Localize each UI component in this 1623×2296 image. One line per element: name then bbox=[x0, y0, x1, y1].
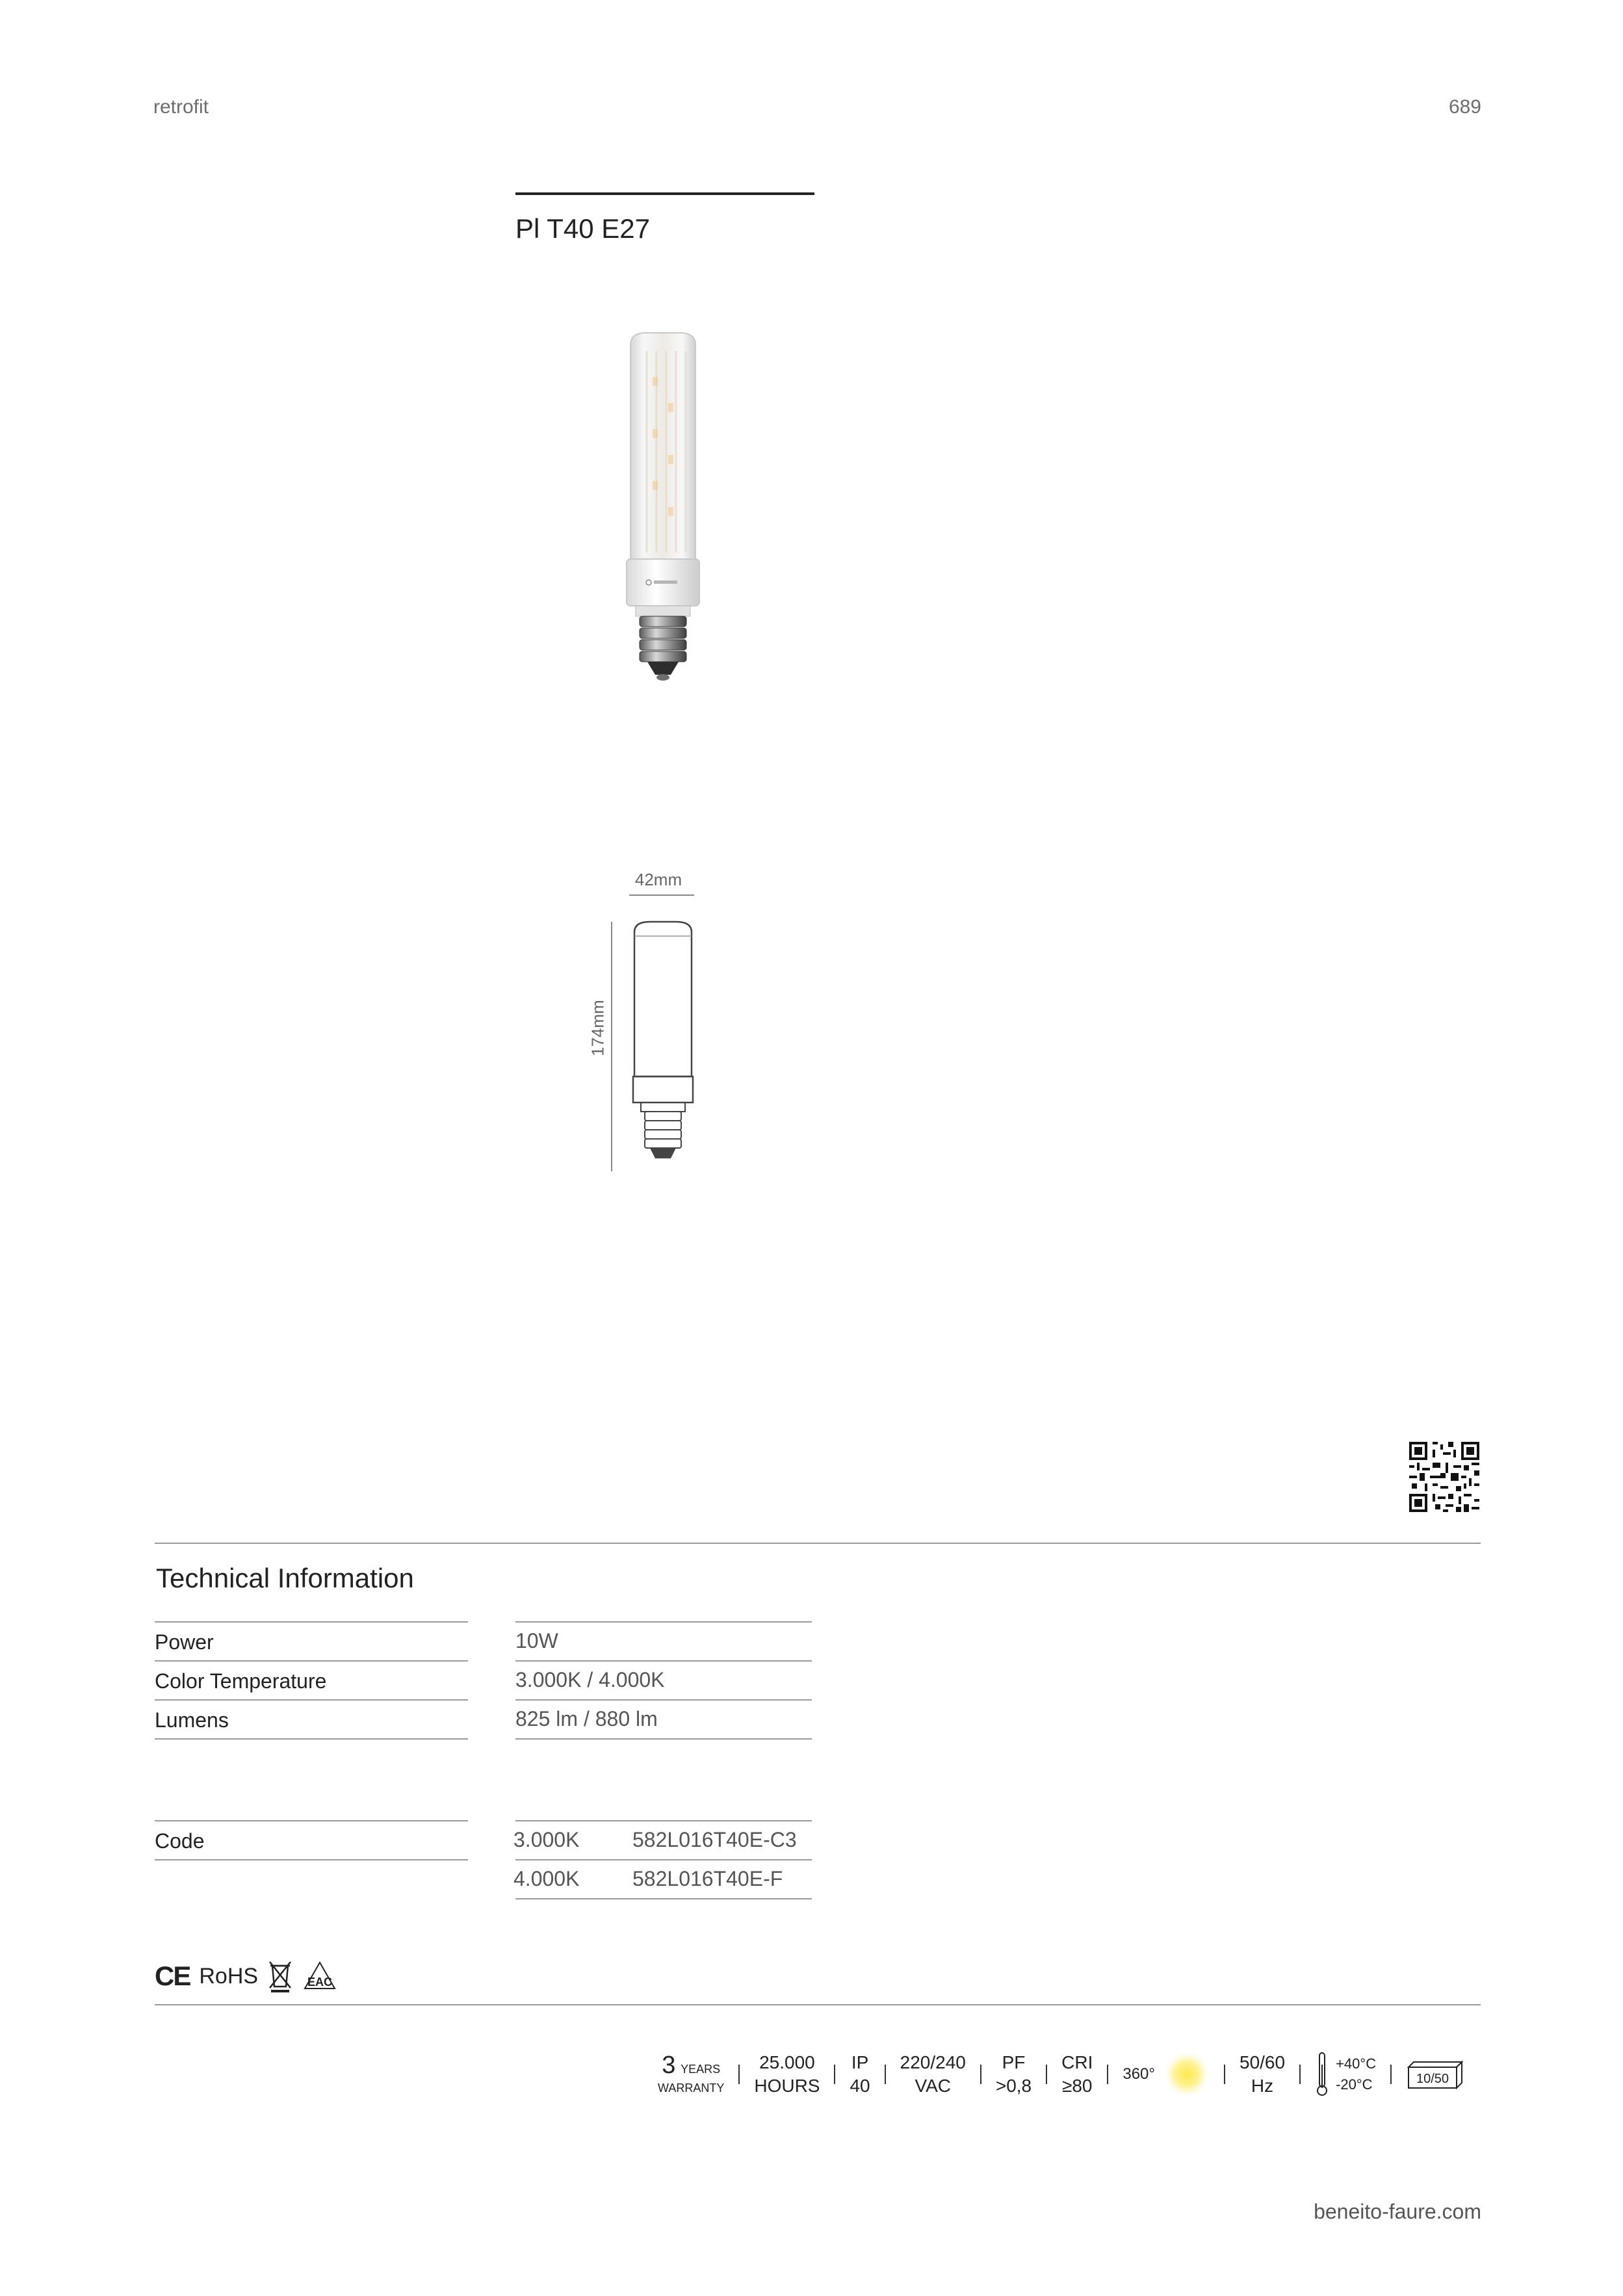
voltage-label: VAC bbox=[915, 2076, 951, 2096]
label-rule bbox=[155, 1738, 468, 1740]
svg-text:EAC: EAC bbox=[307, 1976, 333, 1989]
height-dimension-label: 174mm bbox=[588, 1000, 608, 1056]
hours-label: HOURS bbox=[754, 2076, 820, 2096]
power-value: 10W bbox=[515, 1629, 558, 1652]
color-temperature-value: 3.000K / 4.000K bbox=[515, 1668, 665, 1691]
ce-mark: CE bbox=[155, 1961, 190, 1991]
label-rule bbox=[155, 1859, 468, 1860]
color-temperature-label: Color Temperature bbox=[155, 1669, 327, 1693]
value-rule bbox=[515, 1859, 812, 1860]
hours-spec bbox=[740, 2051, 834, 2098]
warranty-number: 3 bbox=[662, 2052, 676, 2079]
label-rule bbox=[155, 1820, 468, 1821]
technical-title: Technical Information bbox=[156, 1563, 414, 1593]
certifications bbox=[155, 1957, 337, 1996]
frequency-label: Hz bbox=[1251, 2076, 1274, 2096]
power-label: Power bbox=[155, 1630, 214, 1654]
section-label: retrofit bbox=[153, 96, 209, 118]
frequency-value: 50/60 bbox=[1240, 2052, 1286, 2072]
thermometer-icon bbox=[1315, 2052, 1329, 2097]
product-photo bbox=[585, 319, 741, 722]
label-rule bbox=[155, 1699, 468, 1701]
product-title: Pl T40 E27 bbox=[515, 213, 651, 244]
cri-label: CRI bbox=[1061, 2052, 1093, 2072]
label-rule bbox=[155, 1621, 468, 1623]
lumens-value: 825 lm / 880 lm bbox=[515, 1707, 658, 1730]
pf-label: PF bbox=[1002, 2052, 1026, 2072]
code-temp-2: 4.000K bbox=[513, 1867, 580, 1890]
pf-value: >0,8 bbox=[995, 2076, 1032, 2096]
ip-spec bbox=[835, 2051, 884, 2098]
title-rule bbox=[515, 192, 814, 195]
height-dimension-line bbox=[611, 922, 612, 1171]
angle-value: 360° bbox=[1123, 2065, 1155, 2083]
value-rule bbox=[515, 1898, 812, 1899]
code-value-2: 582L016T40E-F bbox=[632, 1867, 783, 1890]
voltage-spec bbox=[886, 2051, 980, 2098]
light-glow-icon bbox=[1164, 2052, 1210, 2097]
temp-min: -20°C bbox=[1336, 2076, 1373, 2093]
weee-bin-icon bbox=[267, 1959, 293, 1993]
specs-rule bbox=[155, 2004, 1481, 2005]
ip-label: IP bbox=[851, 2052, 869, 2072]
width-dimension-line bbox=[629, 894, 694, 896]
spec-icons-row bbox=[643, 2045, 1479, 2104]
temperature-spec bbox=[1301, 2052, 1390, 2097]
warranty-unit: YEARS bbox=[681, 2063, 721, 2076]
warranty-label: WARRANTY bbox=[658, 2081, 725, 2094]
ip-value: 40 bbox=[850, 2076, 870, 2096]
code-value-1: 582L016T40E-C3 bbox=[632, 1828, 797, 1851]
page-number: 689 bbox=[1448, 96, 1481, 118]
width-dimension-label: 42mm bbox=[634, 870, 682, 889]
rohs-label: RoHS bbox=[199, 1963, 259, 1989]
warranty-spec bbox=[643, 2054, 738, 2095]
box-icon bbox=[1406, 2058, 1464, 2091]
eac-mark bbox=[302, 1960, 337, 1992]
frequency-spec bbox=[1225, 2051, 1299, 2098]
dimension-drawing bbox=[624, 917, 702, 1177]
hours-value: 25.000 bbox=[759, 2052, 815, 2072]
label-rule bbox=[155, 1660, 468, 1662]
beam-angle-spec bbox=[1108, 2052, 1224, 2097]
footer-website[interactable]: beneito-faure.com bbox=[1314, 2200, 1481, 2223]
code-label: Code bbox=[155, 1829, 205, 1853]
cri-spec bbox=[1047, 2051, 1107, 2098]
value-rule bbox=[515, 1621, 812, 1623]
value-rule bbox=[515, 1660, 812, 1662]
value-rule bbox=[515, 1820, 812, 1821]
qr-code-icon bbox=[1409, 1442, 1479, 1512]
voltage-value: 220/240 bbox=[900, 2052, 966, 2072]
cri-value: ≥80 bbox=[1061, 2076, 1093, 2096]
pf-spec bbox=[981, 2051, 1046, 2098]
value-rule bbox=[515, 1738, 812, 1740]
lumens-label: Lumens bbox=[155, 1708, 229, 1732]
section-rule bbox=[155, 1543, 1481, 1544]
code-temp-1: 3.000K bbox=[513, 1828, 580, 1851]
temp-max: +40°C bbox=[1336, 2055, 1377, 2072]
pack-spec bbox=[1392, 2058, 1479, 2091]
svg-text:10/50: 10/50 bbox=[1416, 2072, 1449, 2086]
value-rule bbox=[515, 1699, 812, 1701]
